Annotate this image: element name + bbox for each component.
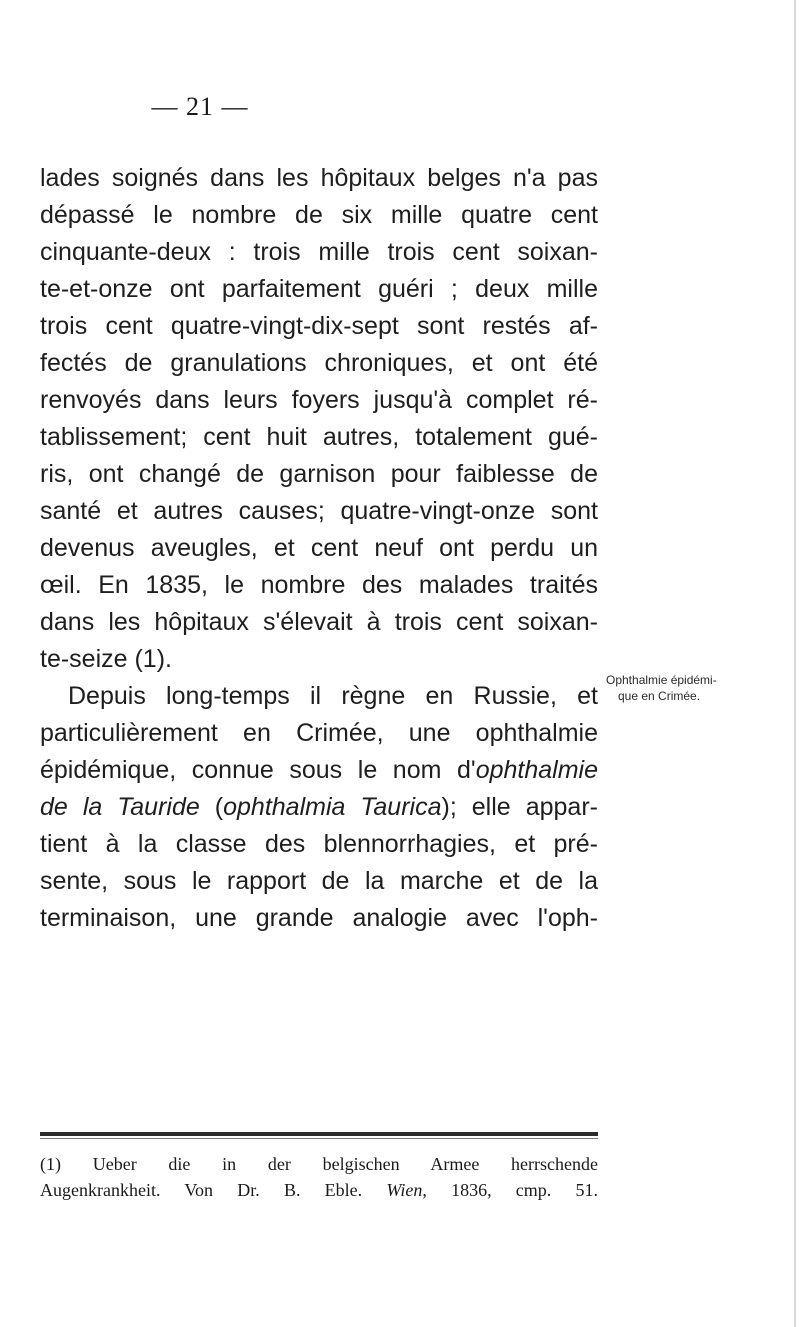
text-line: devenus aveugles, et cent neuf ont perdu un bbox=[40, 534, 598, 562]
footnote-line: (1) Ueber die in der belgischen Armee herrschende bbox=[40, 1154, 598, 1174]
italic-term: de la Tauride bbox=[40, 793, 200, 821]
text-span: ); elle appar- bbox=[441, 793, 598, 821]
text-line: dans les hôpitaux s'élevait à trois cent soixan- bbox=[40, 608, 598, 636]
margin-note bbox=[606, 672, 792, 704]
text-line: santé et autres causes; quatre-vingt-onze sont bbox=[40, 497, 598, 525]
paragraph-start-line: Depuis long-temps il règne en Russie, et bbox=[68, 682, 598, 710]
margin-note-line: que en Crimée. bbox=[618, 689, 701, 703]
page-edge-shadow bbox=[794, 0, 796, 1327]
text-line: cinquante-deux : trois mille trois cent soixan- bbox=[40, 238, 598, 266]
text-span: Augenkrankheit. Von Dr. B. Eble. bbox=[40, 1180, 387, 1200]
footnote-rule-thin bbox=[40, 1138, 598, 1139]
text-span: ( bbox=[199, 793, 224, 821]
text-line: tablissement; cent huit autres, totalement gué- bbox=[40, 423, 598, 451]
italic-latin-term: ophthalmia Taurica bbox=[223, 793, 442, 821]
page-number: — 21 — bbox=[151, 92, 249, 121]
text-line: trois cent quatre-vingt-dix-sept sont restés af- bbox=[40, 312, 598, 340]
text-line bbox=[40, 755, 598, 785]
italic-term: ophthalmie bbox=[475, 756, 598, 784]
text-line: œil. En 1835, le nombre des malades traités bbox=[40, 571, 598, 599]
footnote-line bbox=[40, 1178, 598, 1202]
text-span: , 1836, cmp. 51. bbox=[422, 1180, 598, 1200]
footnote-rule bbox=[40, 1132, 598, 1136]
text-line: dépassé le nombre de six mille quatre cent bbox=[40, 201, 598, 229]
text-line: te-seize (1). bbox=[40, 645, 172, 673]
text-span: épidémique, connue sous le nom d' bbox=[40, 756, 476, 784]
text-line: renvoyés dans leurs foyers jusqu'à complet ré- bbox=[40, 386, 598, 414]
text-line: tient à la classe des blennorrhagies, et pré- bbox=[40, 830, 598, 858]
text-line: particulièrement en Crimée, une ophthalmie bbox=[40, 719, 598, 747]
text-line: terminaison, une grande analogie avec l'oph- bbox=[40, 904, 598, 932]
text-line: fectés de granulations chroniques, et ont été bbox=[40, 349, 598, 377]
text-line bbox=[40, 792, 598, 822]
text-line: te-et-onze ont parfaitement guéri ; deux mille bbox=[40, 275, 598, 303]
italic-place: Wien bbox=[386, 1180, 423, 1200]
text-line: ris, ont changé de garnison pour faiblesse de bbox=[40, 460, 598, 488]
text-line: lades soignés dans les hôpitaux belges n'a pas bbox=[40, 164, 598, 192]
margin-note-line: Ophthalmie épidémi- bbox=[606, 673, 717, 687]
text-line: sente, sous le rapport de la marche et de la bbox=[40, 867, 598, 895]
